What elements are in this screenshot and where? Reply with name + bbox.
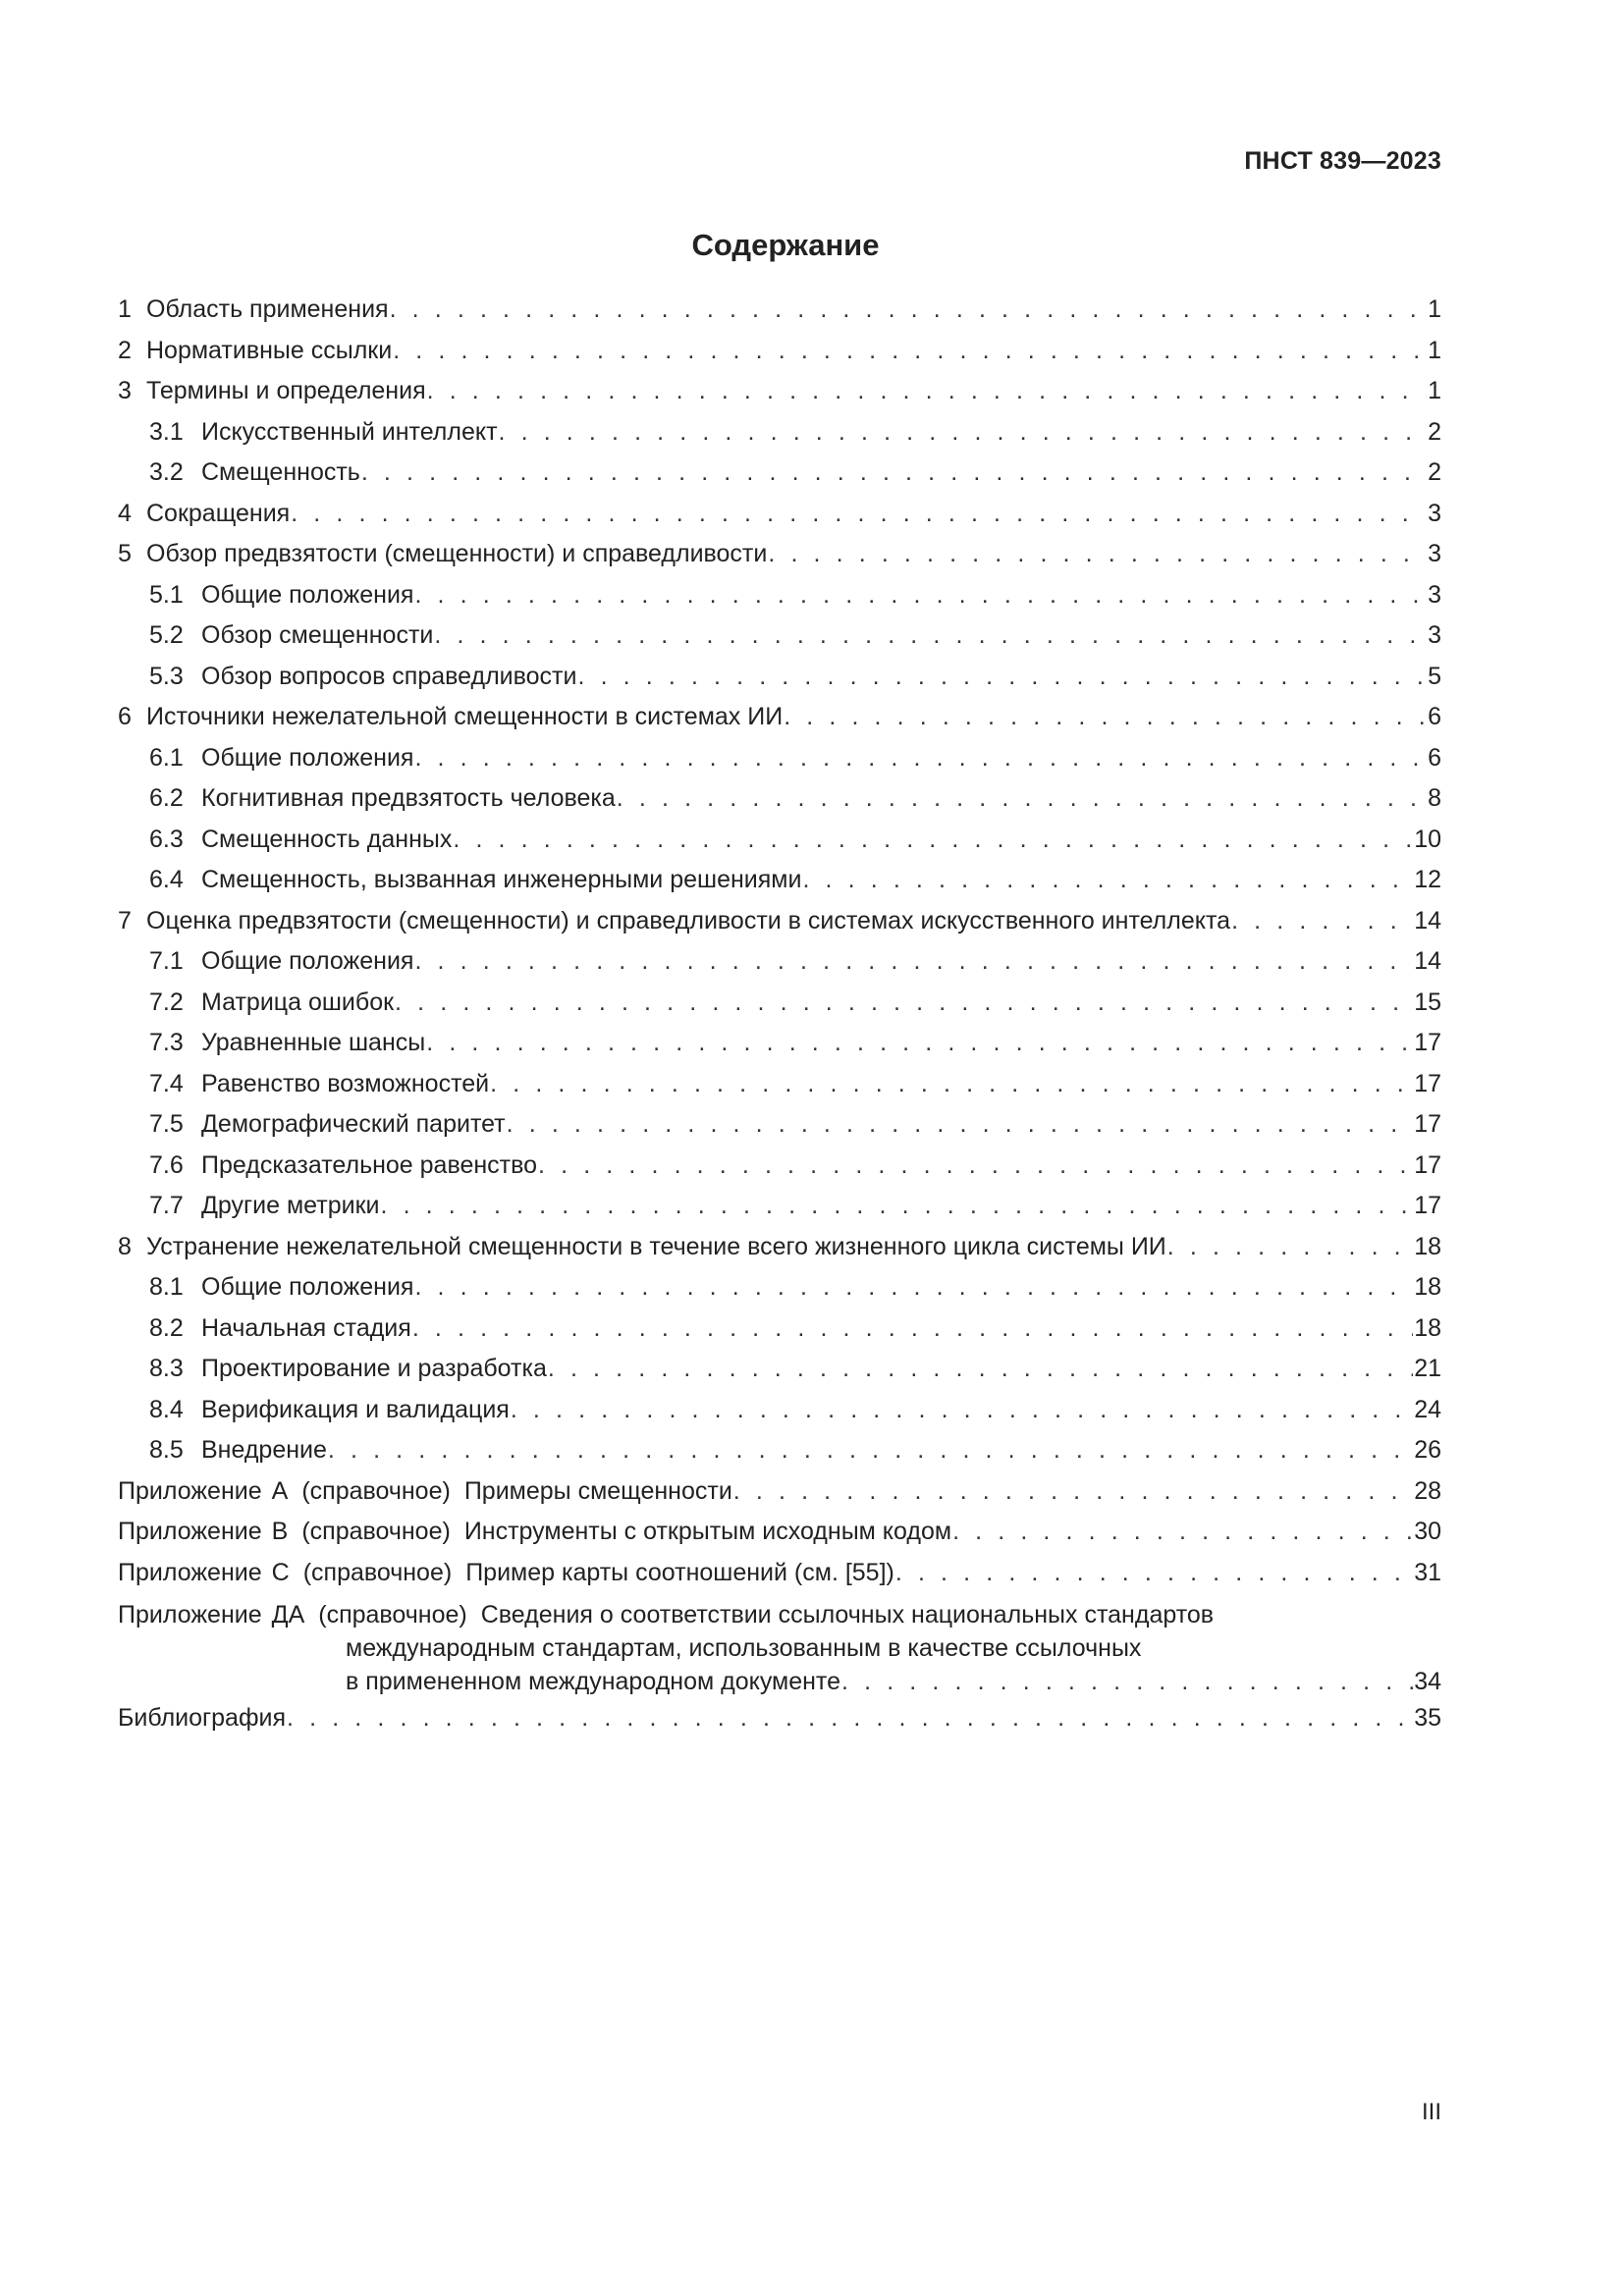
toc-annex-b[interactable] — [118, 1512, 1441, 1553]
toc-entry-number: 8.1 — [149, 1273, 184, 1301]
annex-word: Приложение — [118, 1476, 262, 1505]
dot-leader — [802, 860, 1413, 901]
toc-entry-number: 3.1 — [149, 417, 184, 446]
toc-subentry[interactable] — [118, 1390, 1441, 1431]
toc-entry-page: 3 — [1428, 580, 1441, 609]
toc-entry-page: 17 — [1414, 1110, 1441, 1138]
toc-entry-page: 17 — [1414, 1192, 1441, 1219]
toc-entry[interactable] — [118, 534, 1441, 575]
toc-entry-label: Область применения — [146, 295, 389, 323]
dot-leader — [380, 1186, 1413, 1227]
toc-entry-number: 8.2 — [149, 1313, 184, 1342]
toc-subentry[interactable] — [118, 941, 1441, 983]
toc-entry-page: 1 — [1428, 295, 1441, 323]
annex-letter: В — [271, 1518, 289, 1545]
annex-word: Приложение — [118, 1558, 262, 1586]
annex-letter: ДА — [271, 1601, 305, 1629]
table-of-contents — [118, 290, 1441, 1739]
toc-entry[interactable] — [118, 290, 1441, 331]
toc-entry-number: 8.4 — [149, 1395, 184, 1423]
dot-leader — [287, 1698, 1413, 1739]
annex-type: (справочное) — [301, 1476, 451, 1505]
toc-entry-page: 31 — [1414, 1558, 1441, 1586]
toc-subentry[interactable] — [118, 1186, 1441, 1227]
dot-leader — [291, 494, 1427, 535]
dot-leader — [414, 575, 1427, 616]
toc-entry-number: 6.4 — [149, 866, 184, 893]
toc-entry-number: 6.3 — [149, 825, 184, 853]
annex-word: Приложение — [118, 1518, 262, 1545]
toc-entry-page: 1 — [1428, 336, 1441, 364]
annex-title-line1: Сведения о соответствии ссылочных национальных стандартов — [480, 1601, 1215, 1629]
toc-entry-page: 1 — [1428, 377, 1441, 404]
dot-leader — [426, 1023, 1413, 1064]
toc-entry-page: 6 — [1428, 743, 1441, 772]
toc-entry-number: 7.5 — [149, 1110, 184, 1138]
dot-leader — [1167, 1227, 1413, 1268]
toc-entry-page: 3 — [1428, 621, 1441, 649]
toc-entry-number: 7 — [118, 906, 132, 934]
toc-entry-label: Матрица ошибок — [201, 988, 395, 1016]
toc-entry-number: 7.4 — [149, 1069, 184, 1097]
annex-title-line2: международным стандартам, использованным в качестве ссылочных — [346, 1634, 1142, 1662]
annex-da-line3 — [118, 1665, 1441, 1698]
dot-leader — [895, 1553, 1413, 1594]
toc-entry-label: Общие положения — [201, 743, 414, 772]
dot-leader — [507, 1104, 1414, 1146]
toc-annex-a[interactable] — [118, 1471, 1441, 1513]
dot-leader — [784, 697, 1427, 738]
annex-title: Примеры смещенности — [463, 1476, 732, 1505]
dot-leader — [499, 412, 1428, 454]
toc-subentry[interactable] — [118, 1267, 1441, 1308]
toc-subentry[interactable] — [118, 657, 1441, 698]
toc-entry-number: 6.2 — [149, 784, 184, 812]
dot-leader — [733, 1471, 1413, 1513]
dot-leader — [841, 1665, 1413, 1698]
toc-entry-page: 3 — [1428, 540, 1441, 567]
toc-entry[interactable] — [118, 1227, 1441, 1268]
dot-leader — [414, 941, 1413, 983]
toc-subentry[interactable] — [118, 778, 1441, 820]
toc-entry-label: Общие положения — [201, 580, 414, 609]
toc-entry-label: Искусственный интеллект — [201, 417, 498, 446]
dot-leader — [427, 371, 1427, 412]
toc-entry-page: 15 — [1414, 988, 1441, 1016]
annex-type: (справочное) — [301, 1518, 451, 1545]
dot-leader — [768, 534, 1427, 575]
annex-letter: С — [271, 1558, 290, 1586]
toc-entry-number: 8 — [118, 1232, 132, 1260]
toc-subentry[interactable] — [118, 983, 1441, 1024]
dot-leader — [538, 1146, 1413, 1187]
annex-da-line1 — [118, 1593, 1441, 1631]
toc-entry-label: Смещенность данных — [201, 825, 453, 853]
toc-entry-number: 7.6 — [149, 1150, 184, 1179]
toc-entry-page: 14 — [1414, 906, 1441, 934]
dot-leader — [328, 1430, 1413, 1471]
toc-entry-page: 6 — [1428, 703, 1441, 730]
toc-entry-number: 7.2 — [149, 988, 184, 1016]
toc-entry-label: Предсказательное равенство — [201, 1150, 538, 1179]
toc-entry-page: 17 — [1414, 1069, 1441, 1097]
toc-entry-page: 8 — [1428, 784, 1441, 812]
toc-entry-label: Обзор смещенности — [201, 621, 434, 649]
annex-type: (справочное) — [302, 1558, 453, 1586]
toc-entry-page: 18 — [1414, 1273, 1441, 1301]
toc-entry-label: Смещенность, вызванная инженерными решениями — [201, 866, 802, 893]
toc-entry-label: Верификация и валидация — [201, 1395, 510, 1423]
toc-entry-label: Когнитивная предвзятость человека — [201, 784, 616, 812]
toc-entry-page: 2 — [1428, 417, 1441, 446]
toc-entry-label: Начальная стадия — [201, 1313, 411, 1342]
toc-entry-number: 5 — [118, 540, 132, 567]
toc-entry-page: 17 — [1414, 1029, 1441, 1056]
toc-entry-label: Общие положения — [201, 947, 414, 975]
toc-entry-page: 2 — [1428, 458, 1441, 486]
toc-entry-number: 7.7 — [149, 1192, 184, 1219]
toc-entry[interactable] — [118, 697, 1441, 738]
toc-subentry[interactable] — [118, 412, 1441, 454]
toc-entry-label: Проектирование и разработка — [201, 1355, 547, 1382]
dot-leader — [412, 1308, 1413, 1350]
toc-entry-page: 17 — [1414, 1150, 1441, 1179]
toc-subentry[interactable] — [118, 1146, 1441, 1187]
toc-entry-number: 7.3 — [149, 1029, 184, 1056]
toc-entry-label: Уравненные шансы — [201, 1029, 426, 1056]
toc-subentry[interactable] — [118, 453, 1441, 494]
toc-entry-label: Обзор предвзятости (смещенности) и справедливости — [146, 540, 768, 567]
toc-entry-number: 6.1 — [149, 743, 184, 772]
toc-entry[interactable] — [118, 494, 1441, 535]
toc-entry-page: 30 — [1414, 1518, 1441, 1545]
toc-entry-label: Термины и определения — [146, 377, 426, 404]
toc-entry-label: Обзор вопросов справедливости — [201, 662, 577, 690]
dot-leader — [511, 1390, 1413, 1431]
toc-subentry[interactable] — [118, 860, 1441, 901]
dot-leader — [952, 1512, 1413, 1553]
toc-entry-number: 1 — [118, 295, 132, 323]
annex-title: Инструменты с открытым исходным кодом — [463, 1518, 952, 1545]
toc-entry-page: 28 — [1414, 1476, 1441, 1505]
dot-leader — [395, 983, 1413, 1024]
toc-title: Содержание — [691, 228, 880, 262]
annex-letter: А — [271, 1476, 289, 1505]
toc-entry-page: 3 — [1428, 499, 1441, 527]
toc-entry-label: Другие метрики — [201, 1192, 380, 1219]
toc-entry-label: Демографический паритет — [201, 1110, 506, 1138]
toc-entry-number: 4 — [118, 499, 132, 527]
dot-leader — [1231, 901, 1413, 942]
toc-entry-number: 2 — [118, 336, 132, 364]
toc-entry-number: 5.1 — [149, 580, 184, 609]
dot-leader — [361, 453, 1427, 494]
toc-entry-page: 12 — [1414, 866, 1441, 893]
toc-entry-page: 21 — [1414, 1355, 1441, 1382]
toc-subentry[interactable] — [118, 738, 1441, 779]
annex-type: (справочное) — [318, 1601, 467, 1629]
toc-entry-page: 5 — [1428, 662, 1441, 690]
toc-bibliography[interactable] — [118, 1698, 1441, 1739]
toc-entry[interactable] — [118, 331, 1441, 372]
toc-entry-page: 18 — [1414, 1232, 1441, 1260]
dot-leader — [390, 290, 1428, 331]
page-number: III — [1421, 2099, 1441, 2125]
toc-subentry[interactable] — [118, 1023, 1441, 1064]
toc-entry-page: 26 — [1414, 1436, 1441, 1464]
toc-annex-da[interactable] — [118, 1593, 1441, 1698]
toc-entry-page: 10 — [1414, 825, 1441, 853]
toc-entry-label: Сокращения — [146, 499, 291, 527]
toc-entry-page: 24 — [1414, 1395, 1441, 1423]
dot-leader — [393, 331, 1427, 372]
dot-leader — [490, 1064, 1413, 1105]
toc-subentry[interactable] — [118, 1064, 1441, 1105]
annex-title-line3: в примененном международном документе — [346, 1668, 841, 1695]
toc-entry-label: Внедрение — [201, 1436, 327, 1464]
toc-entry-page: 18 — [1414, 1313, 1441, 1342]
toc-entry-number: 5.3 — [149, 662, 184, 690]
dot-leader — [453, 820, 1413, 861]
toc-entry-label: Равенство возможностей — [201, 1069, 490, 1097]
toc-entry-page: 34 — [1414, 1668, 1441, 1695]
toc-subentry[interactable] — [118, 1349, 1441, 1390]
toc-entry-number: 8.3 — [149, 1355, 184, 1382]
toc-subentry[interactable] — [118, 1104, 1441, 1146]
toc-entry-number: 3.2 — [149, 458, 184, 486]
annex-word: Приложение — [118, 1601, 262, 1629]
toc-entry[interactable] — [118, 371, 1441, 412]
toc-entry-label: Общие положения — [201, 1273, 414, 1301]
toc-entry-page: 14 — [1414, 947, 1441, 975]
toc-entry-label: Смещенность — [201, 458, 360, 486]
toc-annex-c[interactable] — [118, 1553, 1441, 1594]
dot-leader — [414, 738, 1427, 779]
toc-entry-number: 5.2 — [149, 621, 184, 649]
toc-subentry[interactable] — [118, 575, 1441, 616]
toc-entry-label: Оценка предвзятости (смещенности) и справедливости в системах искусственного интеллекта — [146, 906, 1231, 934]
dot-leader — [434, 615, 1427, 657]
toc-entry-number: 7.1 — [149, 947, 184, 975]
toc-subentry[interactable] — [118, 1430, 1441, 1471]
annex-title: Пример карты соотношений (см. [55]) — [465, 1558, 894, 1586]
toc-entry-number: 3 — [118, 377, 132, 404]
toc-subentry[interactable] — [118, 1308, 1441, 1350]
document-id: ПНСТ 839—2023 — [1244, 147, 1441, 175]
toc-entry-label: Нормативные ссылки — [146, 336, 393, 364]
toc-entry-number: 8.5 — [149, 1436, 184, 1464]
toc-entry-page: 35 — [1414, 1704, 1441, 1732]
toc-subentry[interactable] — [118, 615, 1441, 657]
dot-leader — [617, 778, 1427, 820]
toc-entry[interactable] — [118, 901, 1441, 942]
toc-subentry[interactable] — [118, 820, 1441, 861]
toc-entry-number: 6 — [118, 703, 132, 730]
dot-leader — [414, 1267, 1413, 1308]
dot-leader — [577, 657, 1427, 698]
bibliography-label: Библиография — [118, 1704, 287, 1732]
dot-leader — [548, 1349, 1413, 1390]
toc-entry-label: Устранение нежелательной смещенности в течение всего жизненного цикла системы ИИ — [146, 1232, 1166, 1260]
toc-entry-label: Источники нежелательной смещенности в системах ИИ — [146, 703, 784, 730]
